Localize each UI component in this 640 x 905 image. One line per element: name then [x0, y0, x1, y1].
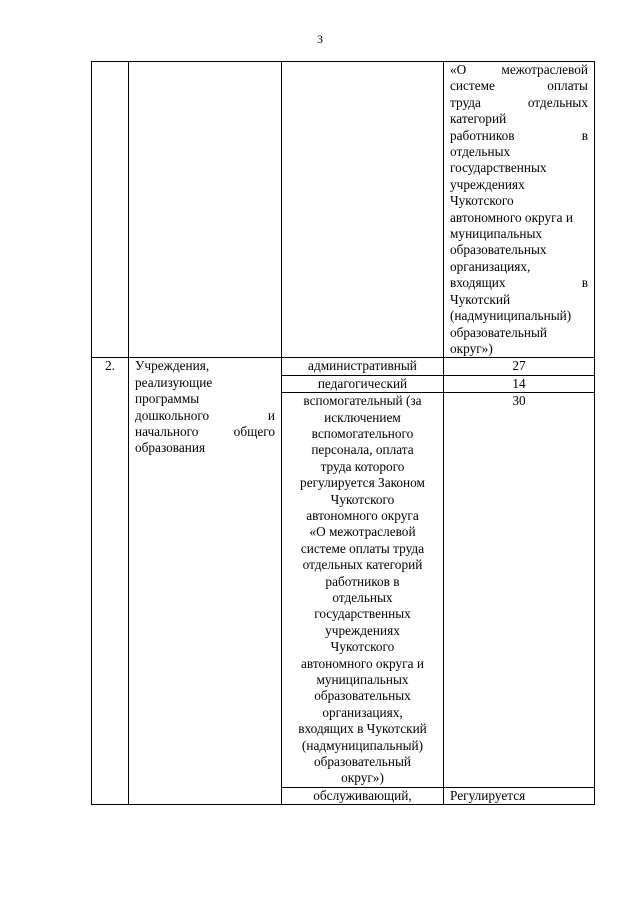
text-line: Учреждения, [135, 358, 210, 374]
text-line: отдельных [450, 144, 511, 160]
category-value: 14 [444, 375, 595, 392]
text-line: образования [135, 440, 206, 456]
text-line: (надмуниципальный) [450, 308, 572, 324]
category-name: педагогический [282, 375, 444, 392]
text-line: учреждениях [450, 176, 525, 192]
institution-text [135, 358, 275, 456]
cell-category-empty [282, 62, 444, 358]
text-line: работников в [325, 573, 400, 589]
text-line: начального общего [135, 423, 275, 439]
text-line: округ») [450, 340, 493, 356]
text-line: входящих в [450, 275, 588, 291]
row-number: 2. [92, 358, 129, 805]
text-line: «О межотраслевой [450, 62, 588, 77]
text-line: образовательных [314, 688, 411, 704]
cell-regulation-text [444, 62, 595, 358]
text-line: программы [135, 391, 200, 407]
table-row [92, 358, 595, 375]
text-line: «О межотраслевой [309, 524, 416, 540]
text-line: регулируется Законом [300, 475, 425, 491]
text-line: учреждениях [325, 622, 400, 638]
text-line: организациях, [450, 258, 531, 274]
text-line: автономного округа и [450, 209, 573, 225]
table-row-continuation [92, 62, 595, 358]
category-name [282, 393, 444, 788]
text-line: Чукотский [450, 291, 511, 307]
text-line: дошкольного и [135, 407, 275, 423]
text-line: вспомогательного [311, 425, 414, 441]
institution-name [129, 358, 282, 805]
text-line: отдельных категорий [302, 557, 423, 573]
page-number: 3 [317, 32, 323, 46]
category-value: 27 [444, 358, 595, 375]
cell-institution-empty [129, 62, 282, 358]
text-line: организациях, [322, 704, 403, 720]
text-line: входящих в Чукотский [298, 721, 427, 737]
text-line: образовательный [313, 754, 412, 770]
category-name: административный [282, 358, 444, 375]
category-value: Регулируется [444, 787, 595, 804]
text-line: труда которого [320, 458, 405, 474]
text-line: вспомогательный (за [303, 393, 422, 409]
text-line: муниципальных [450, 226, 543, 242]
text-line: Чукотского [450, 193, 514, 209]
text-line: (надмуниципальный) [301, 737, 424, 753]
text-line: автономного округа [306, 507, 419, 523]
text-line: категорий [450, 111, 507, 127]
text-line: государственных [314, 606, 411, 622]
text-line: реализующие [135, 374, 213, 390]
regulation-text [450, 62, 588, 357]
text-line: системе оплаты труда [300, 540, 425, 556]
text-line: Чукотского [330, 491, 395, 507]
text-line: округ») [341, 770, 384, 786]
text-line: муниципальных [316, 672, 409, 688]
text-line: отдельных [332, 590, 393, 605]
text-line: автономного округа и [301, 655, 424, 671]
text-line: труда отдельных [450, 94, 588, 110]
text-line: образовательных [450, 242, 547, 258]
cell-number-empty [92, 62, 129, 358]
category-value: 30 [444, 393, 595, 788]
text-line: государственных [450, 160, 547, 176]
category-name: обслуживающий, [282, 787, 444, 804]
text-line: работников в [450, 127, 588, 143]
wage-table [91, 61, 595, 805]
text-line: Чукотского [330, 639, 395, 655]
text-line: исключением [324, 409, 401, 425]
text-line: образовательный [450, 324, 548, 340]
auxiliary-category-text [288, 393, 437, 787]
text-line: системе оплаты [450, 78, 588, 94]
text-line: персонала, оплата [311, 442, 414, 458]
